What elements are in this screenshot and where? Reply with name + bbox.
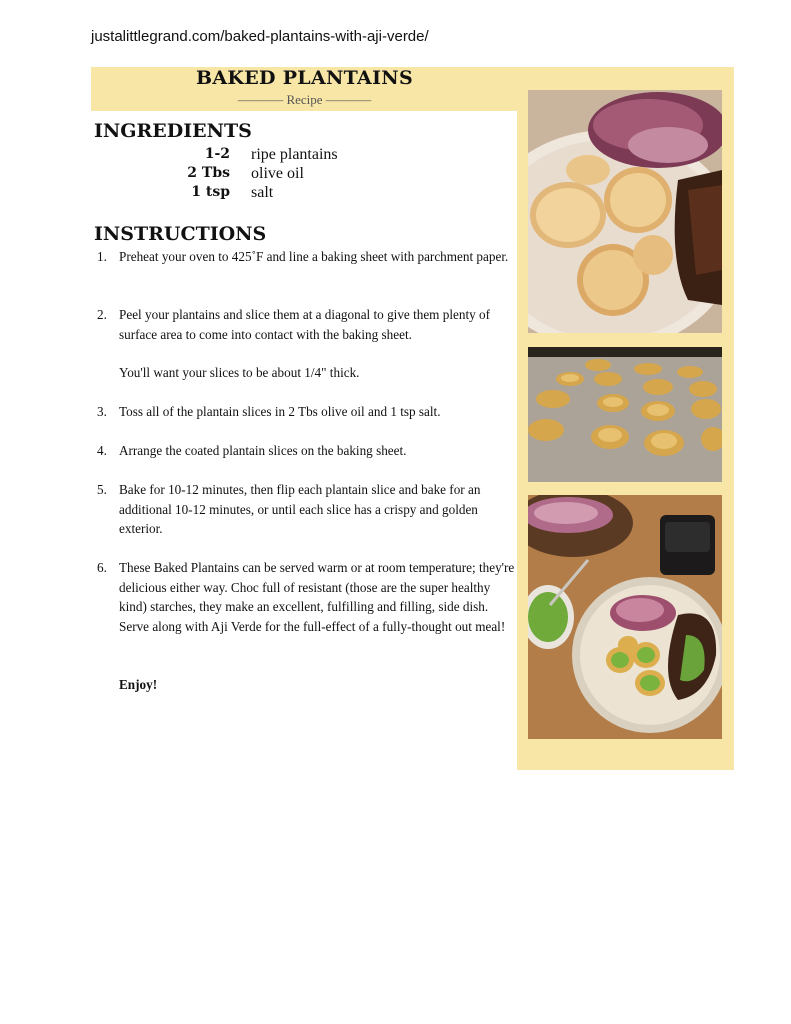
step-number: 1. — [97, 249, 107, 264]
step-number: 2. — [97, 307, 107, 322]
meal-with-aji-verde-photo — [528, 495, 722, 739]
ingredient-quantity: 1 tsp — [191, 184, 230, 200]
ingredient-quantity: 2 Tbs — [187, 165, 230, 181]
ingredient-quantity: 1-2 — [204, 146, 230, 162]
step-text: These Baked Plantains can be served warm or at room temperature; they're delicious either way. Choc full of resistant (those are the super healthy kind) starches, they make an excellent, fulfilling and filling, side dish. Serve along with Aji Verde for the full-effect of a fully-thought out meal! — [119, 560, 515, 634]
step-number: 5. — [97, 482, 107, 497]
ingredient-name: salt — [251, 184, 274, 201]
ingredients-heading: INGREDIENTS — [94, 120, 252, 142]
instruction-step — [94, 402, 519, 422]
instruction-step — [94, 558, 519, 636]
recipe-title: BAKED PLANTAINS — [196, 67, 413, 89]
step-number: 4. — [97, 443, 107, 458]
step-number: 3. — [97, 404, 107, 419]
source-url[interactable]: justalittlegrand.com/baked-plantains-with-aji-verde/ — [91, 28, 429, 45]
ingredient-name: olive oil — [251, 165, 304, 182]
recipe-subtitle: ––––––– Recipe ––––––– — [237, 92, 372, 107]
ingredient-name: ripe plantains — [251, 146, 338, 163]
instruction-step — [94, 305, 519, 344]
baking-sheet-photo — [528, 347, 722, 482]
instruction-step — [94, 247, 519, 267]
ingredient-row — [94, 146, 514, 165]
instructions-heading: INSTRUCTIONS — [94, 223, 267, 245]
ingredient-row — [94, 184, 514, 203]
instruction-step — [94, 480, 519, 539]
plated-plantains-photo — [528, 90, 722, 333]
step-text: Toss all of the plantain slices in 2 Tbs olive oil and 1 tsp salt. — [119, 404, 441, 419]
step-text: Preheat your oven to 425˚F and line a baking sheet with parchment paper. — [119, 249, 509, 264]
step-text: Bake for 10-12 minutes, then flip each plantain slice and bake for an additional 10-12 minutes, or until each slice has a crispy and golden exterior. — [119, 482, 481, 536]
step-text: Arrange the coated plantain slices on the baking sheet. — [119, 443, 407, 458]
closing-line: Enjoy! — [119, 677, 158, 692]
step-text: Peel your plantains and slice them at a diagonal to give them plenty of surface area to come into contact with the baking sheet. — [119, 307, 490, 342]
step-note: You'll want your slices to be about 1/4" thick. — [119, 365, 360, 380]
ingredient-row — [94, 165, 514, 184]
instruction-step — [94, 441, 519, 461]
step-number: 6. — [97, 560, 107, 575]
